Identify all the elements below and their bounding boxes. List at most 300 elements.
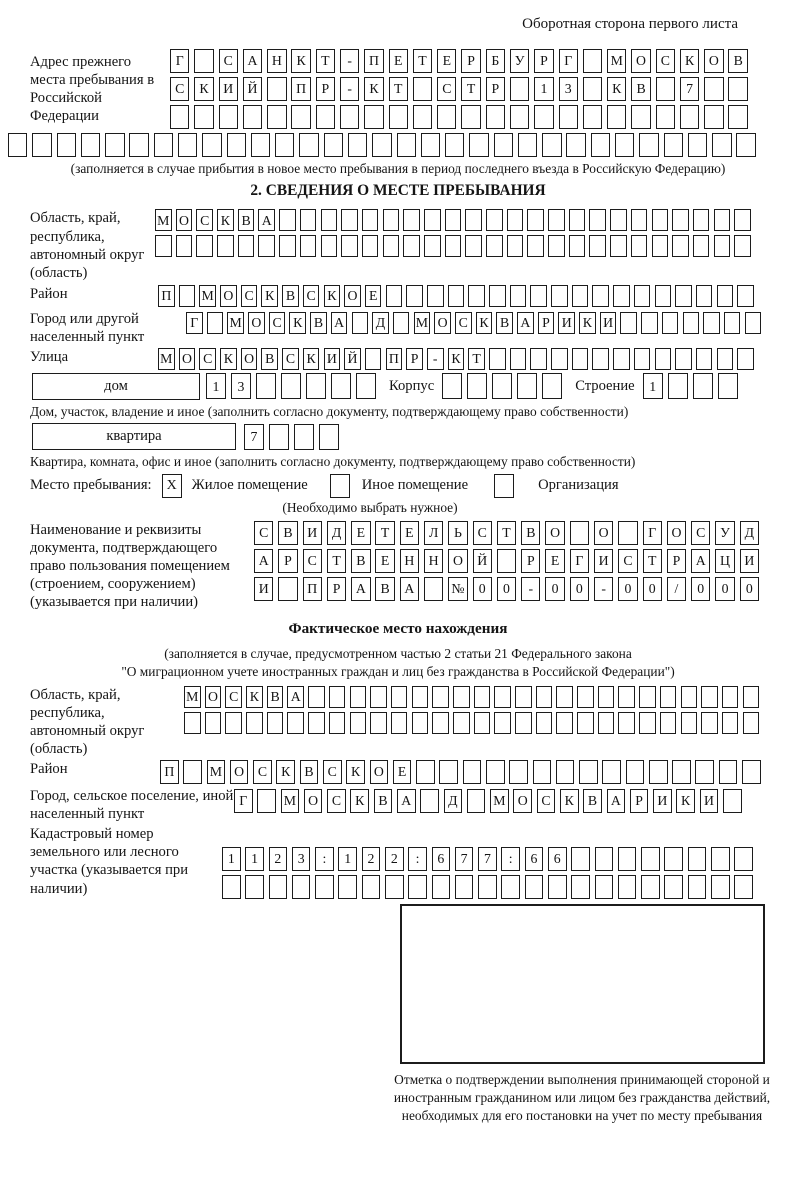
char-box[interactable] [711,847,730,871]
char-box[interactable] [534,105,553,129]
char-box[interactable] [515,686,532,708]
char-box[interactable]: Т [497,521,516,545]
char-box[interactable] [510,105,529,129]
char-box[interactable]: М [414,312,431,334]
char-box[interactable]: Д [444,789,463,813]
char-box[interactable]: Г [170,49,189,73]
char-box[interactable] [583,49,602,73]
char-box[interactable] [474,686,491,708]
char-box[interactable] [246,712,263,734]
char-box[interactable] [300,209,317,231]
char-box[interactable] [610,235,627,257]
char-box[interactable] [421,133,440,157]
char-box[interactable]: С [282,348,299,370]
char-box[interactable]: О [631,49,650,73]
char-box[interactable]: О [344,285,361,307]
char-box[interactable] [269,875,288,899]
char-box[interactable]: В [300,760,319,784]
char-box[interactable] [207,312,224,334]
char-box[interactable]: М [607,49,626,73]
char-box[interactable]: К [220,348,237,370]
char-box[interactable] [217,235,234,257]
char-box[interactable]: О [545,521,564,545]
char-box[interactable] [413,77,432,101]
char-box[interactable]: В [310,312,327,334]
char-box[interactable]: 1 [338,847,357,871]
char-box[interactable]: П [386,348,403,370]
char-box[interactable] [412,686,429,708]
char-box[interactable] [722,686,739,708]
char-box[interactable]: О [370,760,389,784]
char-box[interactable] [154,133,173,157]
char-box[interactable] [704,77,723,101]
char-box[interactable]: А [331,312,348,334]
char-box[interactable]: К [291,49,310,73]
apartment-type-box[interactable] [32,423,236,450]
char-box[interactable]: 0 [618,577,637,601]
char-box[interactable] [542,373,562,399]
char-box[interactable] [494,712,511,734]
char-box[interactable]: К [217,209,234,231]
char-box[interactable]: А [258,209,275,231]
char-box[interactable]: М [281,789,300,813]
char-box[interactable] [365,348,382,370]
char-box[interactable] [551,348,568,370]
char-box[interactable] [598,712,615,734]
char-box[interactable] [525,875,544,899]
char-box[interactable] [517,373,537,399]
char-box[interactable] [243,105,262,129]
char-box[interactable]: Р [521,549,540,573]
char-box[interactable] [57,133,76,157]
char-box[interactable] [319,424,339,450]
char-box[interactable]: О [205,686,222,708]
char-box[interactable] [8,133,27,157]
char-box[interactable] [717,285,734,307]
char-box[interactable]: В [351,549,370,573]
char-box[interactable] [179,285,196,307]
char-box[interactable] [202,133,221,157]
char-box[interactable]: 0 [691,577,710,601]
char-box[interactable] [639,133,658,157]
char-box[interactable] [299,133,318,157]
char-box[interactable]: 6 [432,847,451,871]
char-box[interactable] [569,235,586,257]
char-box[interactable] [589,209,606,231]
char-box[interactable] [664,847,683,871]
char-box[interactable]: 7 [478,847,497,871]
char-box[interactable] [196,235,213,257]
char-box[interactable]: - [340,77,359,101]
char-box[interactable] [660,686,677,708]
char-box[interactable] [745,312,762,334]
char-box[interactable]: С [199,348,216,370]
char-box[interactable] [559,105,578,129]
char-box[interactable]: 1 [643,373,663,399]
char-box[interactable] [634,285,651,307]
char-box[interactable]: И [653,789,672,813]
char-box[interactable] [591,133,610,157]
char-box[interactable] [577,686,594,708]
char-box[interactable]: / [667,577,686,601]
char-box[interactable]: Г [559,49,578,73]
char-box[interactable]: О [513,789,532,813]
char-box[interactable] [178,133,197,157]
char-box[interactable] [641,875,660,899]
char-box[interactable]: К [364,77,383,101]
char-box[interactable]: С [196,209,213,231]
char-box[interactable] [626,760,645,784]
char-box[interactable] [445,235,462,257]
char-box[interactable]: Т [468,348,485,370]
char-box[interactable]: В [583,789,602,813]
char-box[interactable] [701,686,718,708]
char-box[interactable] [595,847,614,871]
char-box[interactable] [308,686,325,708]
char-box[interactable]: Т [316,49,335,73]
char-box[interactable] [205,712,222,734]
char-box[interactable] [693,235,710,257]
char-box[interactable] [129,133,148,157]
char-box[interactable] [530,285,547,307]
char-box[interactable] [453,712,470,734]
char-box[interactable] [478,875,497,899]
checkbox-residential[interactable]: X [162,474,182,498]
char-box[interactable]: В [261,348,278,370]
char-box[interactable] [465,235,482,257]
char-box[interactable]: Ь [448,521,467,545]
char-box[interactable]: 6 [548,847,567,871]
char-box[interactable]: Г [186,312,203,334]
char-box[interactable]: : [408,847,427,871]
char-box[interactable] [533,760,552,784]
char-box[interactable]: К [246,686,263,708]
char-box[interactable] [461,105,480,129]
char-box[interactable] [696,348,713,370]
char-box[interactable] [494,686,511,708]
char-box[interactable] [445,133,464,157]
char-box[interactable] [406,285,423,307]
char-box[interactable]: А [254,549,273,573]
char-box[interactable] [81,133,100,157]
char-box[interactable]: О [448,549,467,573]
char-box[interactable] [728,77,747,101]
char-box[interactable] [445,209,462,231]
char-box[interactable] [664,133,683,157]
char-box[interactable]: С [303,285,320,307]
char-box[interactable]: Е [365,285,382,307]
char-box[interactable] [364,105,383,129]
char-box[interactable] [385,875,404,899]
char-box[interactable]: 1 [534,77,553,101]
char-box[interactable]: С [323,760,342,784]
char-box[interactable] [615,133,634,157]
char-box[interactable]: К [607,77,626,101]
char-box[interactable] [618,521,637,545]
char-box[interactable]: К [579,312,596,334]
char-box[interactable] [469,133,488,157]
char-box[interactable]: С [269,312,286,334]
char-box[interactable]: С [219,49,238,73]
char-box[interactable]: С [618,549,637,573]
char-box[interactable]: И [324,348,341,370]
char-box[interactable]: 2 [362,847,381,871]
char-box[interactable] [492,373,512,399]
char-box[interactable]: А [400,577,419,601]
char-box[interactable] [386,285,403,307]
char-box[interactable]: Е [389,49,408,73]
char-box[interactable] [631,235,648,257]
char-box[interactable] [680,105,699,129]
char-box[interactable]: Н [400,549,419,573]
char-box[interactable]: Й [243,77,262,101]
char-box[interactable] [723,789,742,813]
char-box[interactable]: И [600,312,617,334]
char-box[interactable]: К [350,789,369,813]
char-box[interactable] [734,235,751,257]
char-box[interactable] [467,373,487,399]
char-box[interactable]: И [219,77,238,101]
char-box[interactable]: И [254,577,273,601]
char-box[interactable] [341,209,358,231]
char-box[interactable]: О [434,312,451,334]
char-box[interactable] [269,424,289,450]
char-box[interactable] [583,77,602,101]
char-box[interactable]: Р [327,577,346,601]
char-box[interactable] [278,577,297,601]
char-box[interactable] [639,686,656,708]
char-box[interactable] [717,348,734,370]
char-box[interactable] [672,209,689,231]
char-box[interactable] [356,373,376,399]
char-box[interactable]: К [324,285,341,307]
char-box[interactable]: А [397,789,416,813]
char-box[interactable] [571,875,590,899]
char-box[interactable]: С [170,77,189,101]
char-box[interactable]: 3 [292,847,311,871]
char-box[interactable] [712,133,731,157]
char-box[interactable]: 7 [244,424,264,450]
char-box[interactable] [329,712,346,734]
char-box[interactable]: К [680,49,699,73]
char-box[interactable] [610,209,627,231]
char-box[interactable]: С [455,312,472,334]
char-box[interactable] [352,312,369,334]
char-box[interactable]: С [253,760,272,784]
char-box[interactable]: П [160,760,179,784]
char-box[interactable] [427,285,444,307]
char-box[interactable] [348,133,367,157]
char-box[interactable]: - [340,49,359,73]
char-box[interactable]: В [728,49,747,73]
char-box[interactable] [577,712,594,734]
char-box[interactable] [641,312,658,334]
char-box[interactable] [432,712,449,734]
char-box[interactable]: 0 [570,577,589,601]
char-box[interactable]: Р [667,549,686,573]
char-box[interactable]: Р [461,49,480,73]
char-box[interactable] [620,312,637,334]
char-box[interactable]: 6 [525,847,544,871]
char-box[interactable]: 3 [559,77,578,101]
char-box[interactable]: В [521,521,540,545]
char-box[interactable]: О [176,209,193,231]
char-box[interactable]: К [448,348,465,370]
char-box[interactable]: Р [316,77,335,101]
char-box[interactable] [527,235,544,257]
char-box[interactable] [321,209,338,231]
char-box[interactable] [194,105,213,129]
char-box[interactable] [583,105,602,129]
char-box[interactable] [548,235,565,257]
char-box[interactable] [183,760,202,784]
char-box[interactable]: К [560,789,579,813]
char-box[interactable] [486,105,505,129]
char-box[interactable]: Ц [715,549,734,573]
char-box[interactable]: У [715,521,734,545]
char-box[interactable] [350,712,367,734]
char-box[interactable] [308,712,325,734]
char-box[interactable] [649,760,668,784]
char-box[interactable] [468,285,485,307]
char-box[interactable] [634,348,651,370]
char-box[interactable]: И [700,789,719,813]
char-box[interactable]: Р [486,77,505,101]
char-box[interactable]: С [437,77,456,101]
char-box[interactable]: Г [570,549,589,573]
char-box[interactable] [486,760,505,784]
char-box[interactable] [350,686,367,708]
char-box[interactable]: Р [534,49,553,73]
char-box[interactable]: Д [740,521,759,545]
char-box[interactable] [300,235,317,257]
char-box[interactable]: Р [630,789,649,813]
char-box[interactable] [598,686,615,708]
char-box[interactable]: П [364,49,383,73]
char-box[interactable] [362,209,379,231]
char-box[interactable] [341,235,358,257]
char-box[interactable] [362,875,381,899]
char-box[interactable] [510,285,527,307]
char-box[interactable]: К [261,285,278,307]
char-box[interactable] [424,235,441,257]
char-box[interactable] [397,133,416,157]
char-box[interactable] [570,521,589,545]
char-box[interactable] [222,875,241,899]
char-box[interactable] [467,789,486,813]
char-box[interactable] [688,875,707,899]
char-box[interactable] [652,209,669,231]
char-box[interactable] [184,712,201,734]
char-box[interactable] [424,577,443,601]
char-box[interactable]: Е [437,49,456,73]
char-box[interactable]: У [510,49,529,73]
char-box[interactable]: - [521,577,540,601]
char-box[interactable] [660,712,677,734]
char-box[interactable] [701,712,718,734]
char-box[interactable]: О [220,285,237,307]
char-box[interactable] [494,133,513,157]
char-box[interactable]: Б [486,49,505,73]
char-box[interactable]: С [241,285,258,307]
char-box[interactable] [595,875,614,899]
char-box[interactable] [474,712,491,734]
char-box[interactable]: Е [375,549,394,573]
char-box[interactable] [515,712,532,734]
char-box[interactable] [292,875,311,899]
char-box[interactable]: : [501,847,520,871]
char-box[interactable] [194,49,213,73]
char-box[interactable]: Л [424,521,443,545]
char-box[interactable] [501,875,520,899]
char-box[interactable] [518,133,537,157]
char-box[interactable]: Г [234,789,253,813]
char-box[interactable] [432,875,451,899]
char-box[interactable] [251,133,270,157]
char-box[interactable] [432,686,449,708]
char-box[interactable] [306,373,326,399]
char-box[interactable]: К [194,77,213,101]
char-box[interactable]: Т [461,77,480,101]
char-box[interactable] [742,760,761,784]
char-box[interactable] [613,348,630,370]
house-type-box[interactable] [32,373,200,400]
char-box[interactable]: 0 [545,577,564,601]
char-box[interactable]: К [476,312,493,334]
char-box[interactable] [548,209,565,231]
char-box[interactable]: 2 [269,847,288,871]
char-box[interactable]: Г [643,521,662,545]
char-box[interactable]: И [558,312,575,334]
char-box[interactable]: Д [372,312,389,334]
char-box[interactable] [571,847,590,871]
char-box[interactable] [510,348,527,370]
char-box[interactable]: В [374,789,393,813]
char-box[interactable] [592,348,609,370]
char-box[interactable] [510,77,529,101]
char-box[interactable] [321,235,338,257]
char-box[interactable] [572,285,589,307]
char-box[interactable] [275,133,294,157]
char-box[interactable]: № [448,577,467,601]
char-box[interactable]: 2 [385,847,404,871]
char-box[interactable]: - [427,348,444,370]
char-box[interactable] [681,686,698,708]
char-box[interactable]: 1 [245,847,264,871]
char-box[interactable] [245,875,264,899]
char-box[interactable] [176,235,193,257]
char-box[interactable]: В [631,77,650,101]
char-box[interactable] [664,875,683,899]
char-box[interactable] [696,285,713,307]
char-box[interactable] [556,712,573,734]
char-box[interactable] [258,235,275,257]
char-box[interactable] [413,105,432,129]
char-box[interactable]: О [667,521,686,545]
char-box[interactable] [693,373,713,399]
char-box[interactable] [155,235,172,257]
char-box[interactable]: Д [327,521,346,545]
char-box[interactable]: В [278,521,297,545]
char-box[interactable] [536,712,553,734]
char-box[interactable]: А [243,49,262,73]
char-box[interactable] [279,209,296,231]
char-box[interactable] [287,712,304,734]
char-box[interactable] [267,77,286,101]
char-box[interactable]: С [254,521,273,545]
char-box[interactable] [279,235,296,257]
char-box[interactable] [105,133,124,157]
